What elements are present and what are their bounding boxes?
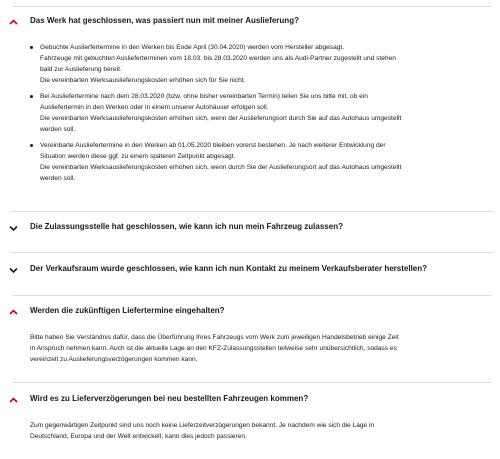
faq-question-zulassungsstelle[interactable]: [0, 220, 500, 238]
chevron-up-icon: [9, 309, 18, 315]
list-item: Bei Ausliefertermine nach dem 28.03.2020 (bzw. ohne bisher vereinbarten Termin) teilen Sie uns bitte mit, ob ein Ausliefertermin in den Werken oder in einem unserer Autohäuser erfolgen soll. Die vereinbarten Werksauslieferungskosten erhöhen sich, wenn der Auslieferungsort durch Sie auf das Autohaus umgestellt werden soll.: [0, 91, 500, 135]
chevron-down-icon: [9, 267, 18, 273]
faq-answer: [0, 42, 500, 189]
faq-question-text: Der Verkaufsraum wurde geschlossen, wie kann ich nun Kontakt zu meinem Verkaufsberater herstellen?: [30, 264, 428, 273]
faq-question-verkaufsraum[interactable]: [0, 262, 500, 280]
faq-question-liefertermine[interactable]: [0, 304, 500, 322]
faq-answer: Bitte haben Sie Verständnis dafür, dass die Überführung Ihres Fahrzeugs vom Werk zum jeweiligen Handelsbetrieb einige Zeit in Anspruch nehmen kann. Auch ist die aktuelle Lage an den KFZ-Zulassungsstellen teilweise sehr unübersichtlich, sodass es vereinzelt zu Auslieferungsverzögerungen kommen kann.: [30, 334, 399, 363]
divider: [12, 382, 492, 383]
divider: [12, 6, 492, 7]
faq-question-text: Wird es zu Lieferverzögerungen bei neu bestellten Fahrzeugen kommen?: [30, 394, 309, 403]
faq-answer: Zum gegenwärtigen Zeitpunkt sind uns noch keine Lieferzeitverzögerungen bekannt. Je nachdem wie sich die Lage in Deutschland, Europa und der Welt entwickelt, kann dies jedoch passieren.: [30, 422, 375, 440]
faq-question-text: Werden die zukünftigen Liefertermine eingehalten?: [30, 306, 225, 315]
chevron-up-icon: [9, 19, 18, 25]
chevron-down-icon: [9, 225, 18, 231]
divider: [12, 211, 492, 212]
chevron-up-icon: [9, 397, 18, 403]
faq-question-text: Das Werk hat geschlossen, was passiert nun mit meiner Auslieferung?: [30, 16, 299, 25]
faq-question-werk-geschlossen[interactable]: [0, 14, 500, 32]
list-item: Vereinbarte Ausliefertermine in den Werken ab 01.05.2020 bleiben vorerst bestehen. Je nach weiterer Entwicklung der Situation werden diese ggf. zu einem späteren Zeitpunkt abgesagt. Die vereinbarten Werksauslieferungskosten erhöhen sich, wenn durch Sie der Auslieferungsort auf das Autohaus umgestellt werden soll.: [0, 140, 500, 184]
faq-question-text: Die Zulassungsstelle hat geschlossen, wie kann ich nun mein Fahrzeug zulassen?: [30, 222, 343, 231]
list-item: Gebuchte Auslierfertermine in den Werken bis Ende April (30.04.2020) werden vom Hersteller abgesagt. Fahrzeuge mit gebuchten Auslieferterminen vom 18.03. bis 28.03.2020 werden uns als Audi-Partner zugestellt und stehen bald zur Auslieferung bereit. Die vereinbarten Werksauslieferungskosten erhöhen sich für Sie nicht.: [0, 42, 500, 86]
divider: [12, 295, 492, 296]
divider: [12, 252, 492, 253]
faq-question-lieferverzoegerungen[interactable]: [0, 392, 500, 410]
